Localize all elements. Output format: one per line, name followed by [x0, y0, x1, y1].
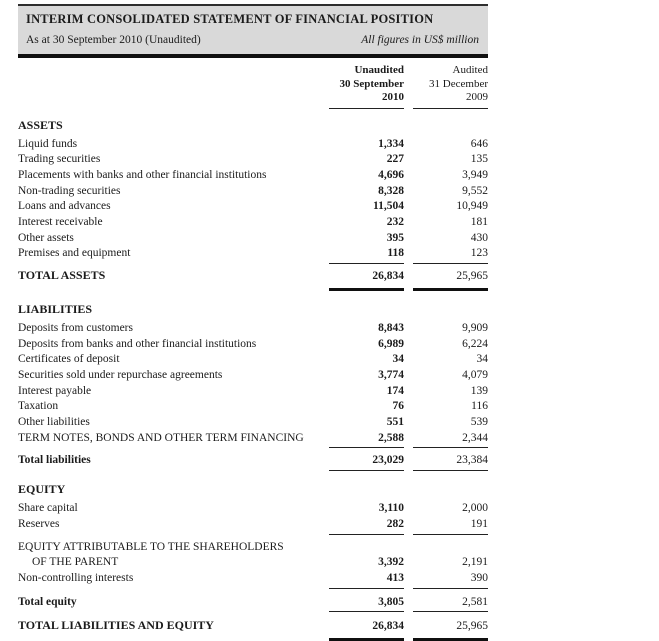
units-note: All figures in US$ million — [361, 34, 479, 46]
table-row — [18, 501, 488, 517]
value-2010: 34 — [392, 353, 404, 366]
value-2009: 4,079 — [462, 368, 488, 381]
value-2010: 2,588 — [329, 431, 404, 449]
row-label: Other assets — [18, 231, 74, 244]
value-2009: 135 — [470, 153, 488, 166]
row-label: Loans and advances — [18, 200, 111, 213]
row-label: Total equity — [18, 595, 77, 608]
row-label: Interest receivable — [18, 216, 103, 229]
page-title: INTERIM CONSOLIDATED STATEMENT OF FINANCIAL POSITION — [26, 12, 434, 26]
value-2009: 191 — [413, 517, 488, 535]
value-2010: 76 — [392, 400, 404, 413]
value-2010: 11,504 — [373, 200, 404, 213]
value-2009: 116 — [471, 400, 488, 413]
value-2009: 6,224 — [462, 337, 488, 350]
value-2010: 3,392 — [378, 556, 404, 569]
value-2009: 539 — [470, 416, 488, 429]
section-heading-equity: EQUITY — [18, 482, 66, 497]
total-equity-row — [18, 595, 488, 613]
value-2010: 227 — [386, 153, 404, 166]
value-2010: 3,774 — [378, 368, 404, 381]
value-2009: 9,909 — [462, 321, 488, 334]
column-headers — [18, 64, 488, 109]
value-2009: 25,965 — [413, 619, 488, 641]
total-assets-row — [18, 268, 488, 291]
value-2010: 551 — [386, 416, 404, 429]
table-row — [18, 184, 488, 200]
table-row — [18, 231, 488, 247]
value-2009: 25,965 — [413, 269, 488, 291]
table-row — [18, 399, 488, 415]
table-row — [18, 368, 488, 384]
value-2009: 2,344 — [413, 431, 488, 449]
value-2010: 26,834 — [329, 269, 404, 291]
statement-header — [18, 4, 488, 54]
statement-date: As at 30 September 2010 (Unaudited) — [26, 34, 201, 46]
table-row — [18, 246, 488, 264]
table-row — [18, 321, 488, 337]
table-row — [18, 215, 488, 231]
value-2009: 2,000 — [462, 502, 488, 515]
header-rule — [18, 54, 488, 58]
value-2009: 2,581 — [413, 595, 488, 613]
table-row — [18, 571, 488, 589]
section-heading-liabilities: LIABILITIES — [18, 301, 93, 316]
value-2009: 10,949 — [456, 200, 488, 213]
row-label: TERM NOTES, BONDS AND OTHER TERM FINANCING — [18, 431, 304, 444]
row-label: Taxation — [18, 400, 59, 413]
table-row — [18, 337, 488, 353]
row-label: Other liabilities — [18, 416, 90, 429]
value-2010: 232 — [386, 216, 404, 229]
equity-attributable-row — [18, 540, 488, 571]
table-row — [18, 431, 488, 449]
column-header-2010: Unaudited 30 September 2010 — [329, 64, 404, 109]
table-row — [18, 384, 488, 400]
financial-statement-page — [0, 4, 659, 633]
table-row — [18, 152, 488, 168]
table-row — [18, 352, 488, 368]
value-2009: 123 — [413, 246, 488, 264]
total-liabilities-and-equity-row — [18, 618, 488, 641]
value-2010: 282 — [329, 517, 404, 535]
value-2010: 1,334 — [378, 137, 404, 150]
table-row — [18, 199, 488, 215]
value-2010: 395 — [386, 231, 404, 244]
row-label: Certificates of deposit — [18, 353, 120, 366]
value-2010: 3,805 — [329, 595, 404, 613]
value-2009: 646 — [470, 137, 488, 150]
value-2009: 430 — [470, 231, 488, 244]
row-label: Deposits from customers — [18, 321, 133, 334]
value-2010: 26,834 — [329, 619, 404, 641]
row-label: Total liabilities — [18, 454, 91, 467]
value-2009: 2,191 — [462, 556, 488, 569]
value-2010: 4,696 — [378, 168, 404, 181]
value-2009: 9,552 — [462, 184, 488, 197]
row-label: Deposits from banks and other financial institutions — [18, 337, 257, 350]
value-2009: 23,384 — [413, 453, 488, 471]
table-row — [18, 415, 488, 431]
row-label: EQUITY ATTRIBUTABLE TO THE SHAREHOLDERS OF THE PARENT — [18, 540, 284, 569]
row-label: Trading securities — [18, 153, 101, 166]
value-2009: 390 — [413, 571, 488, 589]
row-label: Placements with banks and other financial institutions — [18, 168, 267, 181]
total-liabilities-row — [18, 453, 488, 471]
row-label: Non-trading securities — [18, 184, 121, 197]
table-row — [18, 137, 488, 153]
row-label: TOTAL LIABILITIES AND EQUITY — [18, 618, 214, 633]
value-2010: 8,843 — [378, 321, 404, 334]
value-2010: 23,029 — [329, 453, 404, 471]
row-label: Share capital — [18, 502, 78, 515]
value-2010: 118 — [329, 246, 404, 264]
row-label: Non-controlling interests — [18, 571, 134, 584]
column-header-2009: Audited 31 December 2009 — [413, 64, 488, 109]
row-label: Interest payable — [18, 384, 92, 397]
value-2010: 6,989 — [378, 337, 404, 350]
table-row — [18, 517, 488, 535]
value-2010: 413 — [329, 571, 404, 589]
value-2009: 139 — [470, 384, 488, 397]
row-label: Liquid funds — [18, 137, 78, 150]
row-label: Reserves — [18, 517, 60, 530]
row-label: Premises and equipment — [18, 247, 131, 260]
value-2009: 34 — [476, 353, 488, 366]
value-2010: 8,328 — [378, 184, 404, 197]
table-row — [18, 168, 488, 184]
value-2009: 181 — [470, 216, 488, 229]
value-2010: 3,110 — [378, 502, 404, 515]
row-label: TOTAL ASSETS — [18, 268, 106, 283]
value-2010: 174 — [386, 384, 404, 397]
value-2009: 3,949 — [462, 168, 488, 181]
row-label: Securities sold under repurchase agreements — [18, 368, 223, 381]
section-heading-assets: ASSETS — [18, 117, 63, 132]
